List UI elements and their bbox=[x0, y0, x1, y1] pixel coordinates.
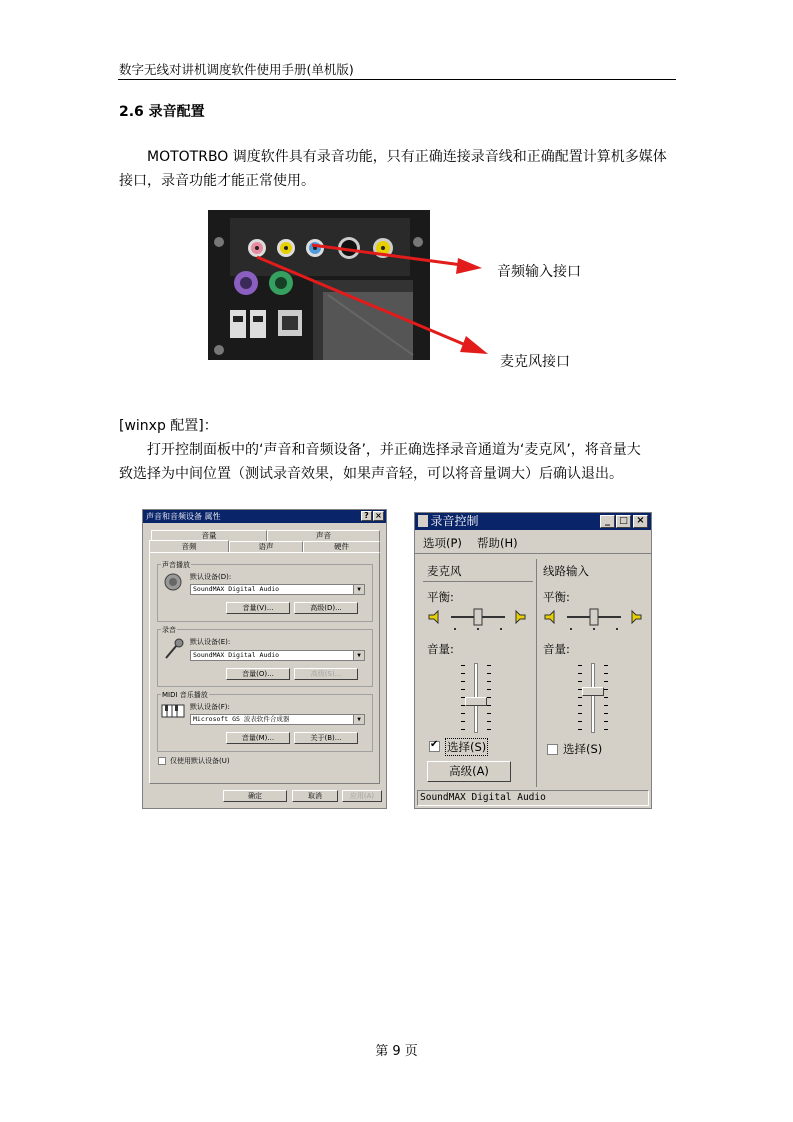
close-button[interactable]: × bbox=[373, 511, 384, 521]
playback-group-label: 声音播放 bbox=[162, 561, 190, 569]
callout-arrows bbox=[200, 200, 520, 370]
volume-tick bbox=[487, 681, 491, 682]
channel-mic-name: 麦克风 bbox=[427, 564, 462, 578]
dialog-title: 声音和音频设备 属性 bbox=[146, 512, 221, 521]
volume-tick bbox=[487, 721, 491, 722]
channel-separator bbox=[536, 559, 537, 787]
intro-line-1: MOTOTRBO 调度软件具有录音功能，只有正确连接录音线和正确配置计算机多媒体 bbox=[147, 149, 667, 165]
volume-tick bbox=[487, 713, 491, 714]
volume-tick bbox=[461, 713, 465, 714]
playback-device-value: SoundMAX Digital Audio bbox=[193, 585, 280, 593]
linein-volume-track bbox=[591, 663, 595, 733]
apply-button[interactable]: 应用(A) bbox=[342, 790, 382, 802]
ok-button[interactable]: 确定 bbox=[223, 790, 287, 802]
intro-line-2: 接口，录音功能才能正常使用。 bbox=[119, 173, 315, 189]
mic-volume-slider[interactable] bbox=[465, 697, 487, 706]
midi-device-select[interactable] bbox=[190, 714, 365, 725]
volume-tick bbox=[578, 681, 582, 682]
status-bar: SoundMAX Digital Audio bbox=[417, 790, 649, 806]
volume-tick bbox=[487, 689, 491, 690]
menu-options[interactable]: 选项(P) bbox=[423, 536, 462, 550]
tab-volume[interactable]: 音量 bbox=[151, 530, 267, 541]
header-rule bbox=[118, 79, 676, 80]
maximize-button[interactable]: □ bbox=[616, 515, 631, 528]
chevron-down-icon: ▼ bbox=[353, 651, 364, 660]
winxp-line-2: 致选择为中间位置（测试录音效果，如果声音轻，可以将音量调大）后确认退出。 bbox=[119, 466, 623, 482]
record-control-window bbox=[414, 512, 652, 809]
volume-tick bbox=[604, 705, 608, 706]
volume-tick bbox=[487, 729, 491, 730]
volume-tick bbox=[604, 665, 608, 666]
tab-voice[interactable]: 语声 bbox=[229, 541, 303, 552]
recording-default-label: 默认设备(E): bbox=[190, 638, 231, 646]
volume-tick bbox=[578, 713, 582, 714]
volume-tick bbox=[604, 673, 608, 674]
volume-tick bbox=[578, 689, 582, 690]
volume-tick bbox=[578, 705, 582, 706]
linein-select-checkbox[interactable] bbox=[547, 744, 558, 755]
volume-tick bbox=[487, 705, 491, 706]
playback-default-label: 默认设备(D): bbox=[190, 573, 232, 581]
recording-volume-button[interactable]: 音量(O)... bbox=[226, 668, 290, 680]
sound-properties-dialog bbox=[142, 509, 387, 809]
page-number: 第 9 页 bbox=[375, 1044, 418, 1059]
speaker-icon bbox=[163, 572, 183, 592]
channel-linein-volume-label: 音量: bbox=[543, 642, 570, 656]
recording-advanced-button[interactable]: 高级(S)... bbox=[294, 668, 358, 680]
channel-mic-balance-label: 平衡: bbox=[427, 590, 454, 604]
volume-tick bbox=[578, 721, 582, 722]
channel-divider bbox=[423, 581, 533, 582]
volume-tick bbox=[578, 673, 582, 674]
midi-default-label: 默认设备(F): bbox=[190, 703, 230, 711]
winxp-paragraph bbox=[119, 414, 677, 486]
recording-device-value: SoundMAX Digital Audio bbox=[193, 651, 280, 659]
mic-select-label: 选择(S) bbox=[447, 740, 487, 754]
mic-balance-slider[interactable] bbox=[427, 607, 527, 633]
channel-linein-balance-label: 平衡: bbox=[543, 590, 570, 604]
volume-tick bbox=[461, 705, 465, 706]
chevron-down-icon: ▼ bbox=[353, 715, 364, 724]
mic-select-checkbox[interactable] bbox=[429, 741, 440, 752]
volume-tick bbox=[578, 665, 582, 666]
chevron-down-icon: ▼ bbox=[353, 585, 364, 594]
channel-mic-volume-label: 音量: bbox=[427, 642, 454, 656]
record-titlebar bbox=[415, 513, 651, 530]
volume-tick bbox=[604, 697, 608, 698]
linein-volume-slider[interactable] bbox=[582, 687, 604, 696]
default-only-label: 仅使用默认设备(U) bbox=[170, 757, 230, 765]
callout-mic: 麦克风接口 bbox=[500, 354, 570, 370]
volume-tick bbox=[604, 729, 608, 730]
midi-volume-button[interactable]: 音量(M)... bbox=[226, 732, 290, 744]
volume-tick bbox=[487, 697, 491, 698]
help-button[interactable]: ? bbox=[361, 511, 372, 521]
microphone-icon bbox=[163, 637, 185, 661]
dialog-titlebar bbox=[143, 510, 386, 523]
callout-audio-input: 音频输入接口 bbox=[497, 264, 581, 280]
tab-sounds[interactable]: 声音 bbox=[267, 530, 380, 541]
midi-about-button[interactable]: 关于(B)... bbox=[294, 732, 358, 744]
default-only-checkbox[interactable] bbox=[158, 757, 166, 765]
playback-device-select[interactable] bbox=[190, 584, 365, 595]
playback-advanced-button[interactable]: 高级(D)... bbox=[294, 602, 358, 614]
linein-select-label: 选择(S) bbox=[563, 742, 603, 756]
running-header: 数字无线对讲机调度软件使用手册(单机版) bbox=[119, 62, 354, 77]
volume-tick bbox=[461, 665, 465, 666]
volume-tick bbox=[461, 673, 465, 674]
playback-volume-button[interactable]: 音量(V)... bbox=[226, 602, 290, 614]
recording-group-label: 录音 bbox=[162, 626, 176, 634]
volume-tick bbox=[461, 697, 465, 698]
volume-tick bbox=[604, 713, 608, 714]
winxp-label: [winxp 配置]： bbox=[119, 418, 218, 434]
channel-linein-name: 线路输入 bbox=[543, 564, 589, 578]
volume-tick bbox=[487, 673, 491, 674]
record-title: 录音控制 bbox=[430, 514, 479, 528]
volume-tick bbox=[461, 681, 465, 682]
volume-tick bbox=[461, 729, 465, 730]
minimize-button[interactable]: _ bbox=[600, 515, 615, 528]
tab-audio[interactable]: 音频 bbox=[149, 540, 229, 553]
recording-device-select[interactable] bbox=[190, 650, 365, 661]
advanced-button[interactable]: 高级(A) bbox=[427, 761, 511, 782]
volume-tick bbox=[578, 697, 582, 698]
volume-tick bbox=[487, 665, 491, 666]
check-icon: ✔ bbox=[430, 739, 439, 750]
cancel-button[interactable]: 取消 bbox=[292, 790, 338, 802]
volume-tick bbox=[578, 729, 582, 730]
intro-paragraph bbox=[119, 145, 677, 193]
volume-tick bbox=[604, 721, 608, 722]
midi-group-label: MIDI 音乐播放 bbox=[162, 691, 208, 699]
close-button[interactable]: × bbox=[633, 515, 648, 528]
volume-tick bbox=[461, 689, 465, 690]
volume-tick bbox=[604, 681, 608, 682]
linein-balance-slider[interactable] bbox=[543, 607, 643, 633]
winxp-line-1: 打开控制面板中的‘声音和音频设备’，并正确选择录音通道为‘麦克风’，将音量大 bbox=[147, 442, 641, 458]
app-icon bbox=[418, 515, 428, 527]
tab-hardware[interactable]: 硬件 bbox=[303, 541, 380, 552]
menu-help[interactable]: 帮助(H) bbox=[477, 536, 518, 550]
midi-keyboard-icon bbox=[161, 700, 187, 720]
menu-divider bbox=[415, 553, 651, 554]
volume-tick bbox=[604, 689, 608, 690]
midi-device-value: Microsoft GS 波表软件合成器 bbox=[193, 715, 290, 723]
volume-tick bbox=[461, 721, 465, 722]
section-heading: 2.6 录音配置 bbox=[119, 104, 205, 120]
